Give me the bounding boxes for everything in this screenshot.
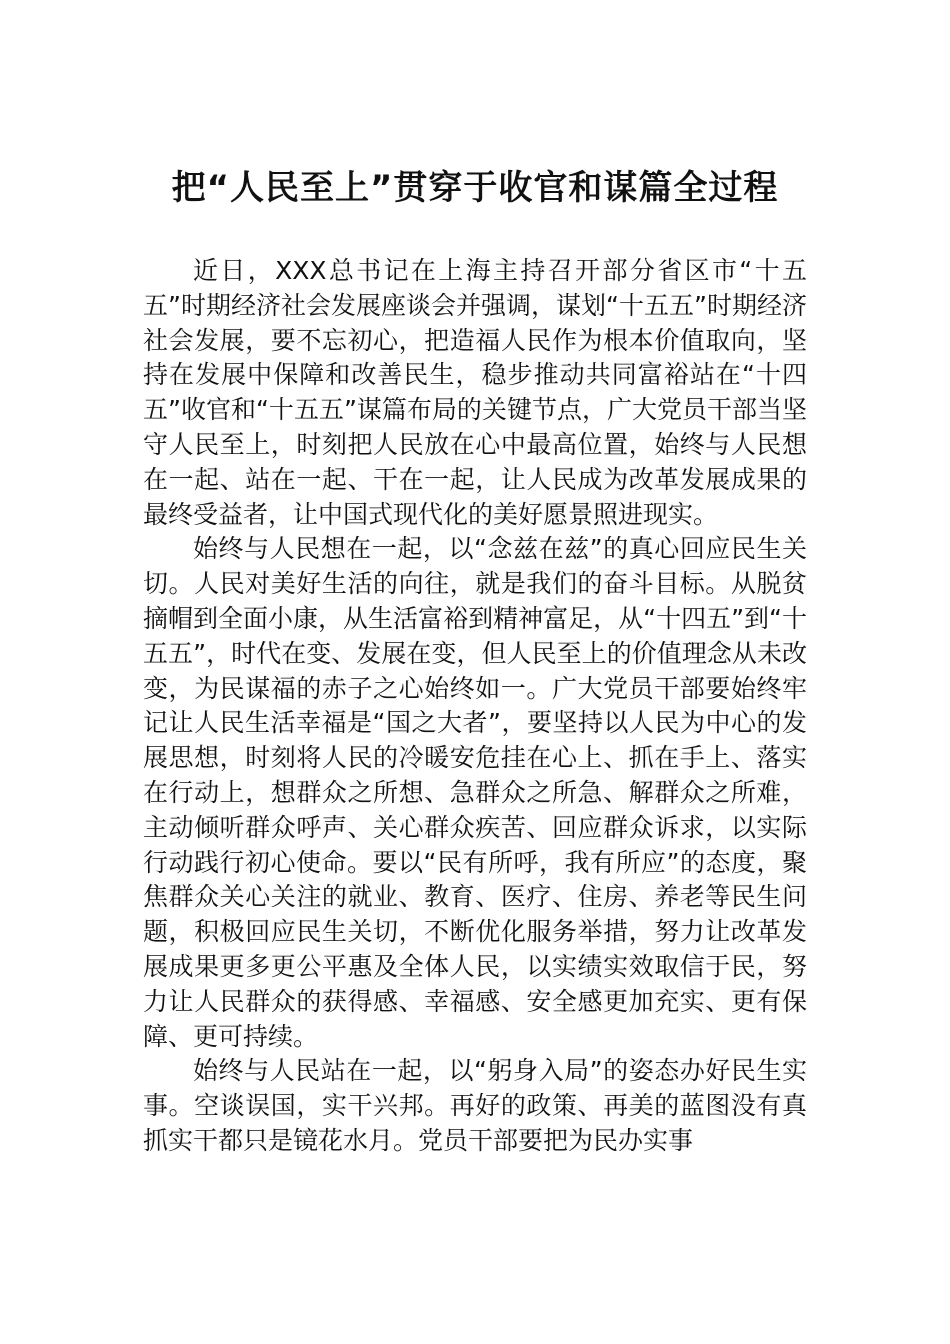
document-title: 把“人民至上”贯穿于收官和谋篇全过程 (171, 168, 779, 208)
document-body (143, 254, 807, 1159)
paragraph: 始终与人民站在一起，以“躬身入局”的姿态办好民生实事。空谈误国，实干兴邦。再好的政策、再美的蓝图没有真抓实干都只是镜花水月。党员干部要把为民办实事 (143, 1056, 807, 1155)
paragraph: 始终与人民想在一起，以“念兹在兹”的真心回应民生关切。人民对美好生活的向往，就是我们的奋斗目标。从脱贫摘帽到全面小康，从生活富裕到精神富足，从“十四五”到“十五五”，时代在变、发展在变，但人民至上的价值理念从未改变，为民谋福的赤子之心始终如一。广大党员干部要始终牢记让人民生活幸福是“国之大者”，要坚持以人民为中心的发展思想，时刻将人民的冷暖安危挂在心上、抓在手上、落实在行动上，想群众之所想、急群众之所急、解群众之所难，主动倾听群众呼声、关心群众疾苦、回应群众诉求，以实际行动践行初心使命。要以“民有所呼，我有所应”的态度，聚焦群众关心关注的就业、教育、医疗、住房、养老等民生问题，积极回应民生关切，不断优化服务举措，努力让改革发展成果更多更公平惠及全体人民，以实绩实效取信于民，努力让人民群众的获得感、幸福感、安全感更加充实、更有保障、更可持续。 (143, 534, 807, 1051)
paragraph: 近日，XXX总书记在上海主持召开部分省区市“十五五”时期经济社会发展座谈会并强调，谋划“十五五”时期经济社会发展，要不忘初心，把造福人民作为根本价值取向，坚持在发展中保障和改善民生，稳步推动共同富裕站在“十四五”收官和“十五五”谋篇布局的关键节点，广大党员干部当坚守人民至上，时刻把人民放在心中最高位置，始终与人民想在一起、站在一起、干在一起，让人民成为改革发展成果的最终受益者，让中国式现代化的美好愿景照进现实。 (143, 256, 807, 529)
